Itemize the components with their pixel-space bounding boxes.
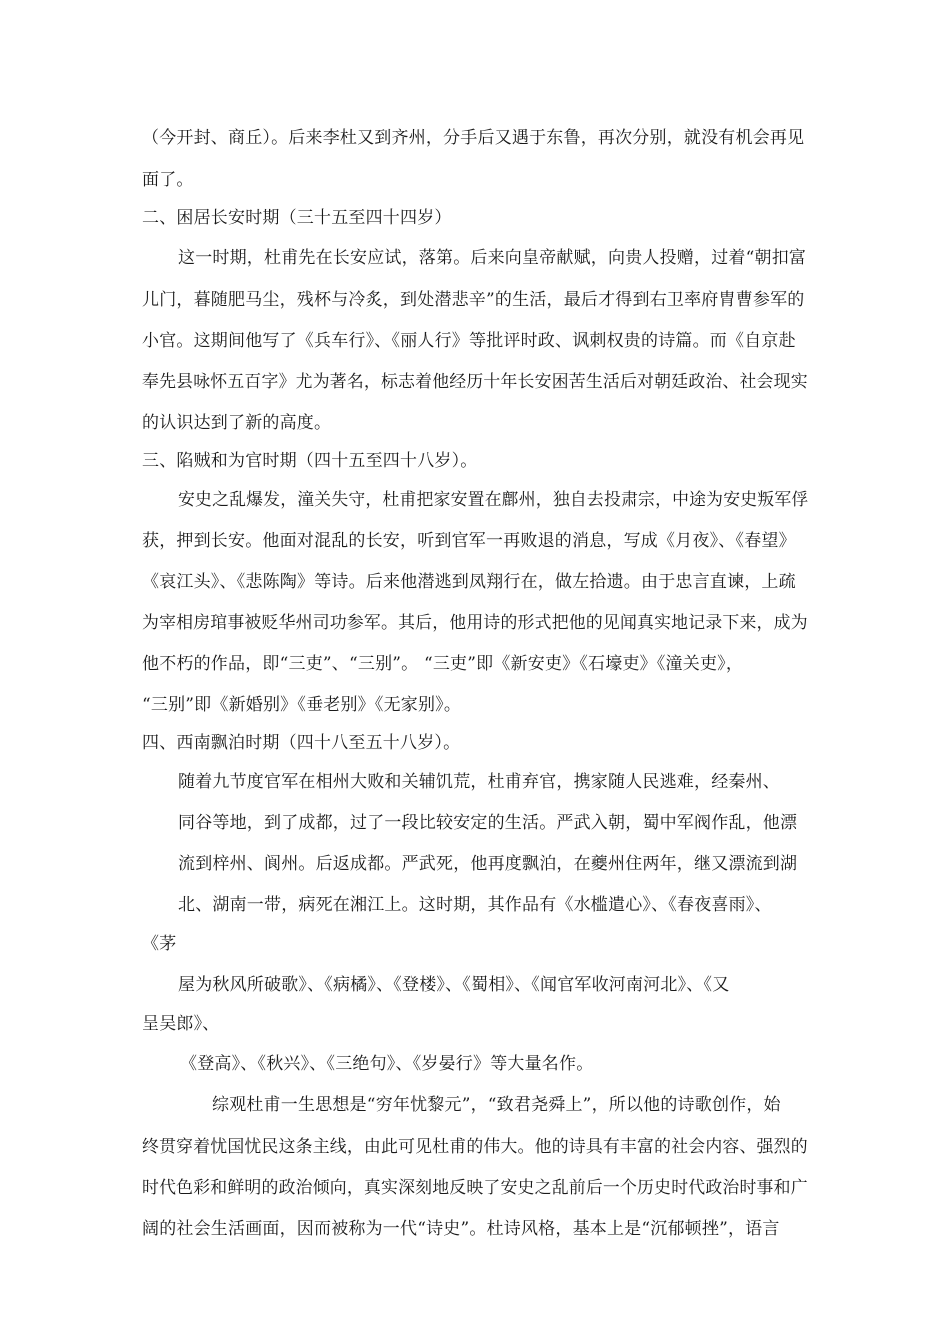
text-line: 流到梓州、阆州。后返成都。严武死，他再度飘泊，在夔州住两年，继又漂流到湖	[178, 854, 798, 874]
text-line: 《哀江头》、《悲陈陶》等诗。后来他潜逃到凤翔行在，做左拾遗。由于忠言直谏，上疏	[142, 572, 796, 592]
text-line: （今开封、商丘）。后来李杜又到齐州，分手后又遇于东鲁，再次分别，就没有机会再见	[142, 128, 805, 148]
text-line: 《茅	[142, 934, 177, 954]
text-line: 小官。这期间他写了《兵车行》、《丽人行》等批评时政、讽刺权贵的诗篇。而《自京赴	[142, 331, 796, 351]
text-line: 安史之乱爆发，潼关失守，杜甫把家安置在鄜州，独自去投肃宗，中途为安史叛军俘	[178, 490, 809, 510]
text-line: 《登高》、《秋兴》、《三绝句》、《岁晏行》等大量名作。	[180, 1054, 594, 1074]
text-line: 呈吴郎》、	[142, 1014, 220, 1034]
text-line: 面了。	[142, 170, 194, 190]
text-line: 时代色彩和鲜明的政治倾向，真实深刻地反映了安史之乱前后一个历史时代政治时事和广	[142, 1178, 808, 1198]
text-line: 为宰相房琯事被贬华州司功参军。其后，他用诗的形式把他的见闻真实地记录下来，成为	[142, 613, 808, 633]
text-line: 北、湖南一带，病死在湘江上。这时期，其作品有《水槛遣心》、《春夜喜雨》、	[178, 895, 772, 915]
text-line: 终贯穿着忧国忧民这条主线，由此可见杜甫的伟大。他的诗具有丰富的社会内容、强烈的	[142, 1137, 808, 1157]
text-line: “三别”即《新婚别》《垂老别》《无家别》。	[142, 695, 462, 715]
text-line: 阔的社会生活画面，因而被称为一代“诗史”。杜诗风格，基本上是“沉郁顿挫”，语言	[142, 1219, 780, 1239]
section-heading: 二、困居长安时期（三十五至四十四岁）	[142, 208, 452, 228]
section-heading: 四、西南飘泊时期（四十八至五十八岁）。	[142, 733, 461, 753]
section-heading: 三、陷贼和为官时期（四十五至四十八岁）。	[142, 451, 478, 471]
text-line: 随着九节度官军在相州大败和关辅饥荒，杜甫弃官，携家随人民逃难，经秦州、	[178, 772, 780, 792]
text-line: 综观杜甫一生思想是“穷年忧黎元”，“致君尧舜上”，所以他的诗歌创作，始	[212, 1095, 781, 1115]
text-line: 奉先县咏怀五百字》尤为著名，标志着他经历十年长安困苦生活后对朝廷政治、社会现实	[142, 372, 808, 392]
text-line: 儿门，暮随肥马尘，残杯与冷炙，到处潜悲辛”的生活，最后才得到右卫率府胄曹参军的	[142, 290, 805, 310]
text-line: 的认识达到了新的高度。	[142, 413, 332, 433]
text-line: 这一时期，杜甫先在长安应试，落第。后来向皇帝献赋，向贵人投赠，过着“朝扣富	[178, 248, 807, 268]
text-line: 同谷等地，到了成都，过了一段比较安定的生活。严武入朝，蜀中军阀作乱，他漂	[178, 813, 798, 833]
text-line: 获，押到长安。他面对混乱的长安，听到官军一再败退的消息，写成《月夜》、《春望》	[142, 531, 796, 551]
text-line: 屋为秋风所破歌》、《病橘》、《登楼》、《蜀相》、《闻官军收河南河北》、《又	[178, 975, 730, 995]
text-line: 他不朽的作品，即“三吏”、“三别”。 “三吏”即《新安吏》《石壕吏》《潼关吏》，	[142, 654, 744, 674]
